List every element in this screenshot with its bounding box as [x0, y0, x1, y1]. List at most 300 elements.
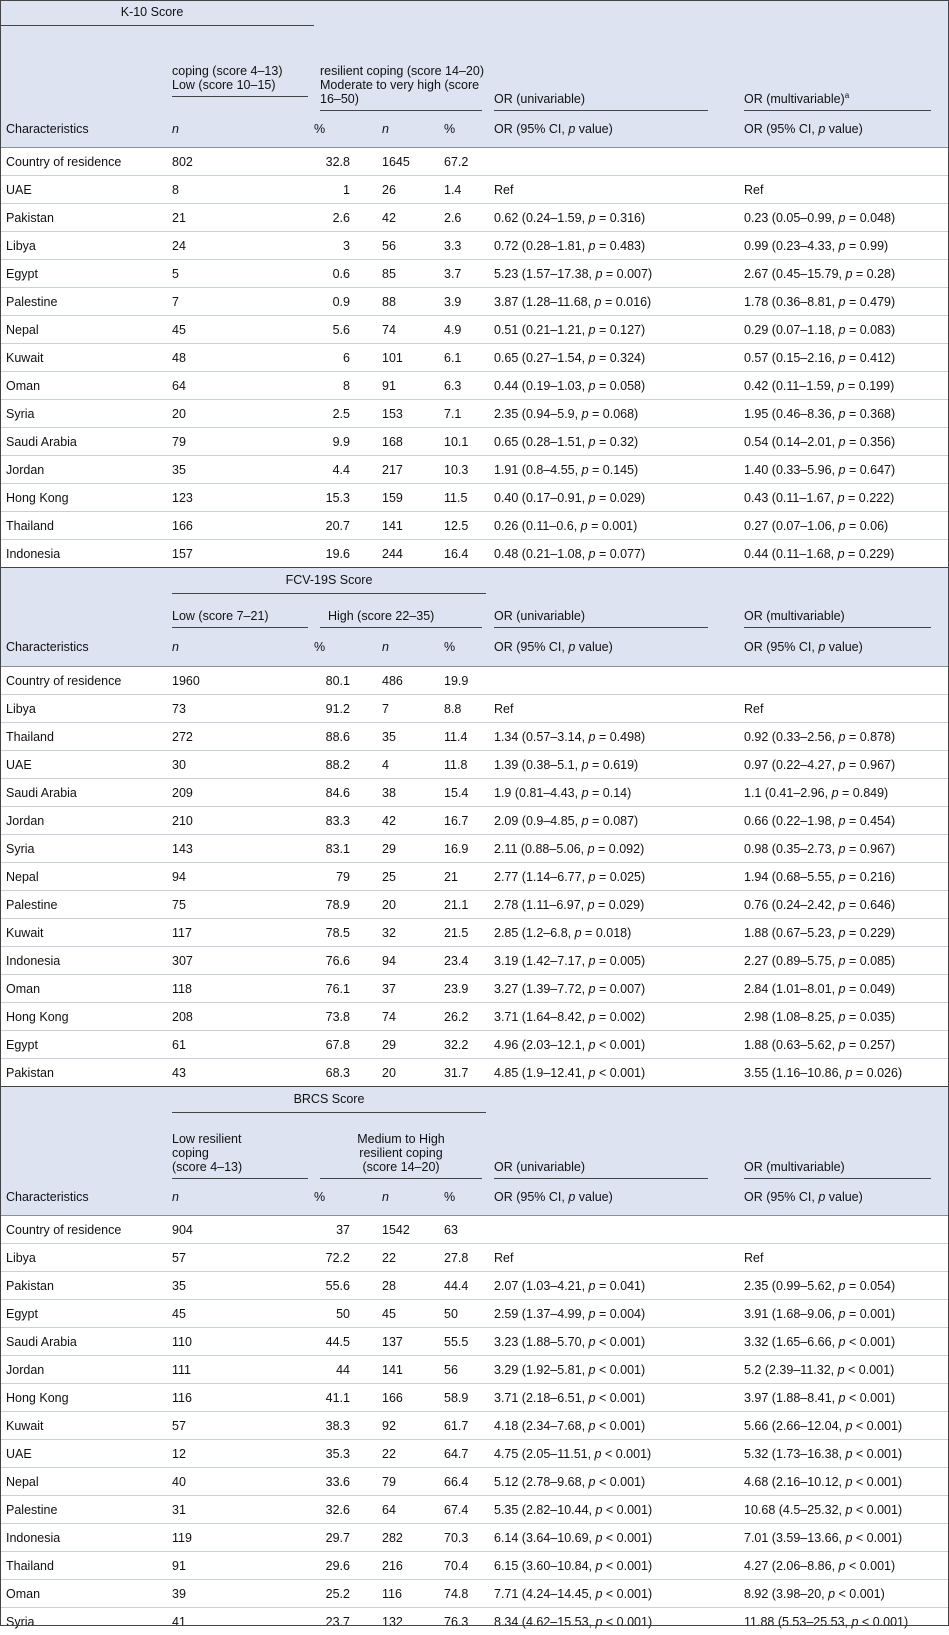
- high-pct: 21.5: [438, 919, 488, 947]
- high-pct: 70.4: [438, 1552, 488, 1580]
- low-n: 31: [166, 1496, 314, 1524]
- or-multivariable-value: Ref: [738, 1244, 949, 1272]
- low-n: 119: [166, 1524, 314, 1552]
- high-n: 74: [376, 1003, 438, 1031]
- low-n: 12: [166, 1440, 314, 1468]
- or-univariable-value: 0.72 (0.28–1.81, p = 0.483): [488, 232, 738, 260]
- high-pct: 64.7: [438, 1440, 488, 1468]
- low-pct: 88.2: [314, 751, 376, 779]
- k10-or-multivariable-header: OR (multivariable)$^a$: [744, 91, 931, 111]
- high-pct: 10.1: [438, 428, 488, 456]
- or-univariable-value: 7.71 (4.24–14.45, p < 0.001): [488, 1580, 738, 1608]
- high-n: 486: [376, 667, 438, 695]
- high-pct: 70.3: [438, 1524, 488, 1552]
- low-n: 75: [166, 891, 314, 919]
- or-univariable-value: 4.85 (1.9–12.41, p < 0.001): [488, 1059, 738, 1087]
- table-row: [0, 288, 949, 316]
- or-multivariable-value: 4.68 (2.16–10.12, p < 0.001): [738, 1468, 949, 1496]
- low-pct: 44.5: [314, 1328, 376, 1356]
- high-n: 45: [376, 1300, 438, 1328]
- high-n: 64: [376, 1496, 438, 1524]
- or-univariable-value: 0.62 (0.24–1.59, p = 0.316): [488, 204, 738, 232]
- or-multi: [738, 667, 949, 695]
- or-multivariable-value: 2.27 (0.89–5.75, p = 0.085): [738, 947, 949, 975]
- k10-low-group-header: coping (score 4–13) Low (score 10–15): [172, 64, 308, 97]
- or-univariable-value: 4.96 (2.03–12.1, p < 0.001): [488, 1031, 738, 1059]
- table-row: [0, 975, 949, 1003]
- low-n: 79: [166, 428, 314, 456]
- low-pct: 72.2: [314, 1244, 376, 1272]
- fcv-ci-label-uni: OR (95% CI, p value): [488, 628, 738, 667]
- high-pct: 21.1: [438, 891, 488, 919]
- country-name: Jordan: [0, 456, 166, 484]
- high-n: 29: [376, 835, 438, 863]
- or-univariable-value: 5.35 (2.82–10.44, p < 0.001): [488, 1496, 738, 1524]
- fcv-low-group-header: Low (score 7–21): [172, 609, 308, 628]
- high-n: 132: [376, 1608, 438, 1635]
- table-row: [0, 835, 949, 863]
- or-multivariable-value: 2.35 (0.99–5.62, p = 0.054): [738, 1272, 949, 1300]
- low-pct: 6: [314, 344, 376, 372]
- country-name: Palestine: [0, 288, 166, 316]
- high-n: 4: [376, 751, 438, 779]
- or-univariable-value: 3.71 (2.18–6.51, p < 0.001): [488, 1384, 738, 1412]
- low-n: 57: [166, 1244, 314, 1272]
- low-n: 35: [166, 456, 314, 484]
- table-row: [0, 1059, 949, 1087]
- country-name: Palestine: [0, 891, 166, 919]
- or-univariable-value: 5.23 (1.57–17.38, p = 0.007): [488, 260, 738, 288]
- or-univariable-value: 4.18 (2.34–7.68, p < 0.001): [488, 1412, 738, 1440]
- high-pct: 11.5: [438, 484, 488, 512]
- or-univariable-value: 1.39 (0.38–5.1, p = 0.619): [488, 751, 738, 779]
- or-multivariable-value: 0.57 (0.15–2.16, p = 0.412): [738, 344, 949, 372]
- high-n: 85: [376, 260, 438, 288]
- table-row: [0, 484, 949, 512]
- high-pct: 3.3: [438, 232, 488, 260]
- low-pct: 91.2: [314, 695, 376, 723]
- high-pct: 8.8: [438, 695, 488, 723]
- low-pct: 32.6: [314, 1496, 376, 1524]
- low-pct: 44: [314, 1356, 376, 1384]
- or-multivariable-value: 2.98 (1.08–8.25, p = 0.035): [738, 1003, 949, 1031]
- high-n: 217: [376, 456, 438, 484]
- high-pct: 44.4: [438, 1272, 488, 1300]
- country-name: Indonesia: [0, 947, 166, 975]
- table-row: [0, 807, 949, 835]
- low-pct: 80.1: [314, 667, 376, 695]
- or-multivariable-value: 0.44 (0.11–1.68, p = 0.229): [738, 540, 949, 568]
- country-name: Nepal: [0, 316, 166, 344]
- low-pct: 84.6: [314, 779, 376, 807]
- table-row: [0, 204, 949, 232]
- table-row: [0, 1244, 949, 1272]
- low-pct: 88.6: [314, 723, 376, 751]
- country-name: Indonesia: [0, 540, 166, 568]
- high-n: 137: [376, 1328, 438, 1356]
- low-pct: 83.3: [314, 807, 376, 835]
- high-n: 42: [376, 807, 438, 835]
- or-multivariable-value: 2.67 (0.45–15.79, p = 0.28): [738, 260, 949, 288]
- high-pct: 11.8: [438, 751, 488, 779]
- or-univariable-value: 6.15 (3.60–10.84, p < 0.001): [488, 1552, 738, 1580]
- high-n: 32: [376, 919, 438, 947]
- table-row: [0, 372, 949, 400]
- table-row: [0, 260, 949, 288]
- or-univariable-value: 0.40 (0.17–0.91, p = 0.029): [488, 484, 738, 512]
- high-n: 94: [376, 947, 438, 975]
- or-multi: [738, 148, 949, 176]
- or-univariable-value: 2.77 (1.14–6.77, p = 0.025): [488, 863, 738, 891]
- low-n: 166: [166, 512, 314, 540]
- or-univariable-value: 1.34 (0.57–3.14, p = 0.498): [488, 723, 738, 751]
- table-row: [0, 400, 949, 428]
- high-pct: 63: [438, 1216, 488, 1244]
- or-univariable-value: 2.09 (0.9–4.85, p = 0.087): [488, 807, 738, 835]
- row-label: Country of residence: [0, 1216, 166, 1244]
- high-pct: 16.4: [438, 540, 488, 568]
- low-n: 35: [166, 1272, 314, 1300]
- brcs-rows: [0, 1216, 949, 1635]
- high-pct: 11.4: [438, 723, 488, 751]
- high-pct: 6.1: [438, 344, 488, 372]
- or-multivariable-value: 5.32 (1.73–16.38, p < 0.001): [738, 1440, 949, 1468]
- low-pct: 20.7: [314, 512, 376, 540]
- low-pct: 83.1: [314, 835, 376, 863]
- country-of-residence-row: [0, 148, 949, 176]
- high-n: 1645: [376, 148, 438, 176]
- or-multivariable-value: 5.66 (2.66–12.04, p < 0.001): [738, 1412, 949, 1440]
- high-pct: 50: [438, 1300, 488, 1328]
- high-pct: 23.4: [438, 947, 488, 975]
- low-n: 143: [166, 835, 314, 863]
- brcs-characteristics-label: Characteristics: [0, 1179, 166, 1216]
- low-n: 40: [166, 1468, 314, 1496]
- low-n: 117: [166, 919, 314, 947]
- high-n: 42: [376, 204, 438, 232]
- low-n: 61: [166, 1031, 314, 1059]
- fcv-or-univariable-header: OR (univariable): [494, 609, 708, 628]
- low-n: 209: [166, 779, 314, 807]
- high-pct: 16.7: [438, 807, 488, 835]
- country-name: UAE: [0, 1440, 166, 1468]
- low-pct: 15.3: [314, 484, 376, 512]
- country-name: Oman: [0, 975, 166, 1003]
- country-name: Oman: [0, 1580, 166, 1608]
- high-n: 29: [376, 1031, 438, 1059]
- high-n: 25: [376, 863, 438, 891]
- high-pct: 10.3: [438, 456, 488, 484]
- high-pct: 31.7: [438, 1059, 488, 1087]
- table-row: [0, 1356, 949, 1384]
- country-name: Kuwait: [0, 1412, 166, 1440]
- country-name: Libya: [0, 695, 166, 723]
- low-pct: 8: [314, 372, 376, 400]
- high-pct: 67.4: [438, 1496, 488, 1524]
- low-n: 208: [166, 1003, 314, 1031]
- country-name: Jordan: [0, 807, 166, 835]
- or-univariable-value: 2.11 (0.88–5.06, p = 0.092): [488, 835, 738, 863]
- row-label: Country of residence: [0, 667, 166, 695]
- table-row: [0, 919, 949, 947]
- or-multivariable-value: 4.27 (2.06–8.86, p < 0.001): [738, 1552, 949, 1580]
- or-univariable-value: 3.19 (1.42–7.17, p = 0.005): [488, 947, 738, 975]
- high-pct: 7.1: [438, 400, 488, 428]
- table-row: [0, 540, 949, 568]
- or-univariable-value: 0.65 (0.28–1.51, p = 0.32): [488, 428, 738, 456]
- country-name: Pakistan: [0, 1272, 166, 1300]
- row-label: Country of residence: [0, 148, 166, 176]
- or-multivariable-value: 5.2 (2.39–11.32, p < 0.001): [738, 1356, 949, 1384]
- low-pct: 2.5: [314, 400, 376, 428]
- or-univariable-value: 2.85 (1.2–6.8, p = 0.018): [488, 919, 738, 947]
- table-row: [0, 1003, 949, 1031]
- high-n: 116: [376, 1580, 438, 1608]
- low-n: 24: [166, 232, 314, 260]
- high-pct: 21: [438, 863, 488, 891]
- fcv-high-group-header: High (score 22–35): [320, 609, 482, 628]
- low-pct: 79: [314, 863, 376, 891]
- high-pct: 66.4: [438, 1468, 488, 1496]
- high-pct: 15.4: [438, 779, 488, 807]
- or-univariable-value: 0.44 (0.19–1.03, p = 0.058): [488, 372, 738, 400]
- country-name: Indonesia: [0, 1524, 166, 1552]
- high-n: 244: [376, 540, 438, 568]
- or-univariable-value: 2.59 (1.37–4.99, p = 0.004): [488, 1300, 738, 1328]
- k10-ci-label-multi: OR (95% CI, p value): [738, 111, 949, 148]
- k10-rows: [0, 148, 949, 568]
- high-n: 28: [376, 1272, 438, 1300]
- or-multivariable-value: 1.40 (0.33–5.96, p = 0.647): [738, 456, 949, 484]
- low-pct: 0.9: [314, 288, 376, 316]
- high-pct: 3.7: [438, 260, 488, 288]
- table-row: [0, 1031, 949, 1059]
- country-name: Pakistan: [0, 1059, 166, 1087]
- or-univariable-value: 3.71 (1.64–8.42, p = 0.002): [488, 1003, 738, 1031]
- low-pct: 29.7: [314, 1524, 376, 1552]
- or-multivariable-value: 2.84 (1.01–8.01, p = 0.049): [738, 975, 949, 1003]
- low-n: 73: [166, 695, 314, 723]
- or-univariable-value: 2.78 (1.11–6.97, p = 0.029): [488, 891, 738, 919]
- table-row: [0, 1412, 949, 1440]
- table-row: [0, 344, 949, 372]
- low-n: 45: [166, 316, 314, 344]
- high-pct: 55.5: [438, 1328, 488, 1356]
- table-row: [0, 1272, 949, 1300]
- high-pct: 26.2: [438, 1003, 488, 1031]
- low-pct: 38.3: [314, 1412, 376, 1440]
- high-pct: 12.5: [438, 512, 488, 540]
- country-name: Saudi Arabia: [0, 779, 166, 807]
- country-of-residence-row: [0, 667, 949, 695]
- or-univariable-value: 0.48 (0.21–1.08, p = 0.077): [488, 540, 738, 568]
- country-name: Saudi Arabia: [0, 428, 166, 456]
- brcs-or-univariable-header: OR (univariable): [494, 1160, 708, 1179]
- or-uni: [488, 148, 738, 176]
- high-n: 20: [376, 1059, 438, 1087]
- high-n: 159: [376, 484, 438, 512]
- high-n: 37: [376, 975, 438, 1003]
- high-pct: 27.8: [438, 1244, 488, 1272]
- high-n: 20: [376, 891, 438, 919]
- low-pct: 19.6: [314, 540, 376, 568]
- or-univariable-value: Ref: [488, 695, 738, 723]
- high-n: 101: [376, 344, 438, 372]
- table-row: [0, 1524, 949, 1552]
- or-multivariable-value: 0.29 (0.07–1.18, p = 0.083): [738, 316, 949, 344]
- or-multivariable-value: 0.23 (0.05–0.99, p = 0.048): [738, 204, 949, 232]
- high-pct: 2.6: [438, 204, 488, 232]
- low-pct: 29.6: [314, 1552, 376, 1580]
- low-pct: 76.6: [314, 947, 376, 975]
- table-row: [0, 1496, 949, 1524]
- or-univariable-value: 2.07 (1.03–4.21, p = 0.041): [488, 1272, 738, 1300]
- section-k10: K-10 Score coping (score 4–13) Low (score 10–15) resilient coping (score 14–20) Moderate to very high (score 16–50) OR (univariable) OR (multivariable)$^a$ Characteristics n % n % OR (95% CI, p value) OR (95% CI, p value): [0, 0, 949, 148]
- brcs-low-group-header: Low resilient coping (score 4–13): [172, 1132, 308, 1179]
- or-univariable-value: 2.35 (0.94–5.9, p = 0.068): [488, 400, 738, 428]
- table-row: [0, 232, 949, 260]
- or-multi: [738, 1216, 949, 1244]
- high-n: 26: [376, 176, 438, 204]
- low-n: 7: [166, 288, 314, 316]
- country-name: Jordan: [0, 1356, 166, 1384]
- table-row: [0, 456, 949, 484]
- country-name: Thailand: [0, 512, 166, 540]
- country-name: Hong Kong: [0, 484, 166, 512]
- high-pct: 76.3: [438, 1608, 488, 1635]
- low-n: 157: [166, 540, 314, 568]
- table-row: [0, 1300, 949, 1328]
- or-multivariable-value: 1.88 (0.67–5.23, p = 0.229): [738, 919, 949, 947]
- or-multivariable-value: 1.88 (0.63–5.62, p = 0.257): [738, 1031, 949, 1059]
- country-name: UAE: [0, 176, 166, 204]
- or-multivariable-value: Ref: [738, 176, 949, 204]
- country-name: Nepal: [0, 1468, 166, 1496]
- table-row: [0, 863, 949, 891]
- fcv-ci-label-multi: OR (95% CI, p value): [738, 628, 949, 667]
- country-name: Pakistan: [0, 204, 166, 232]
- low-pct: 67.8: [314, 1031, 376, 1059]
- low-n: 39: [166, 1580, 314, 1608]
- table-row: [0, 316, 949, 344]
- or-univariable-value: Ref: [488, 1244, 738, 1272]
- country-name: Libya: [0, 1244, 166, 1272]
- country-name: Syria: [0, 835, 166, 863]
- or-multivariable-value: 0.92 (0.33–2.56, p = 0.878): [738, 723, 949, 751]
- low-pct: 4.4: [314, 456, 376, 484]
- or-univariable-value: Ref: [488, 176, 738, 204]
- or-univariable-value: 1.91 (0.8–4.55, p = 0.145): [488, 456, 738, 484]
- high-n: 91: [376, 372, 438, 400]
- or-multivariable-value: 1.95 (0.46–8.36, p = 0.368): [738, 400, 949, 428]
- high-pct: 32.2: [438, 1031, 488, 1059]
- high-n: 38: [376, 779, 438, 807]
- low-pct: 35.3: [314, 1440, 376, 1468]
- country-name: Egypt: [0, 1300, 166, 1328]
- country-name: Palestine: [0, 1496, 166, 1524]
- table-row: [0, 891, 949, 919]
- country-name: Egypt: [0, 260, 166, 288]
- low-n: 30: [166, 751, 314, 779]
- high-pct: 1.4: [438, 176, 488, 204]
- low-pct: 5.6: [314, 316, 376, 344]
- fcv-or-multivariable-header: OR (multivariable): [744, 609, 931, 628]
- country-name: Thailand: [0, 723, 166, 751]
- country-name: Egypt: [0, 1031, 166, 1059]
- low-n: 43: [166, 1059, 314, 1087]
- high-n: 74: [376, 316, 438, 344]
- low-n: 94: [166, 863, 314, 891]
- or-multivariable-value: 1.94 (0.68–5.55, p = 0.216): [738, 863, 949, 891]
- high-n: 56: [376, 232, 438, 260]
- high-n: 166: [376, 1384, 438, 1412]
- or-univariable-value: 0.51 (0.21–1.21, p = 0.127): [488, 316, 738, 344]
- low-pct: 1: [314, 176, 376, 204]
- fcv-rows: [0, 667, 949, 1087]
- low-pct: 73.8: [314, 1003, 376, 1031]
- high-n: 1542: [376, 1216, 438, 1244]
- high-n: 35: [376, 723, 438, 751]
- high-n: 168: [376, 428, 438, 456]
- high-n: 22: [376, 1440, 438, 1468]
- low-n: 272: [166, 723, 314, 751]
- country-name: UAE: [0, 751, 166, 779]
- or-univariable-value: 0.65 (0.27–1.54, p = 0.324): [488, 344, 738, 372]
- low-pct: 78.9: [314, 891, 376, 919]
- k10-or-univariable-header: OR (univariable): [494, 92, 708, 111]
- k10-section-title: K-10 Score: [0, 5, 314, 26]
- country-name: Nepal: [0, 863, 166, 891]
- table-row: [0, 1608, 949, 1635]
- k10-high-group-header: resilient coping (score 14–20) Moderate to very high (score 16–50): [320, 64, 482, 111]
- low-n: 1960: [166, 667, 314, 695]
- high-n: 141: [376, 1356, 438, 1384]
- low-n: 110: [166, 1328, 314, 1356]
- low-pct: 25.2: [314, 1580, 376, 1608]
- high-n: 88: [376, 288, 438, 316]
- table-row: [0, 1552, 949, 1580]
- low-n: 210: [166, 807, 314, 835]
- or-univariable-value: 8.34 (4.62–15.53, p < 0.001): [488, 1608, 738, 1635]
- brcs-ci-label-uni: OR (95% CI, p value): [488, 1179, 738, 1216]
- or-univariable-value: 3.87 (1.28–11.68, p = 0.016): [488, 288, 738, 316]
- or-multivariable-value: 7.01 (3.59–13.66, p < 0.001): [738, 1524, 949, 1552]
- or-univariable-value: 3.23 (1.88–5.70, p < 0.001): [488, 1328, 738, 1356]
- table-row: [0, 1328, 949, 1356]
- low-n: 45: [166, 1300, 314, 1328]
- or-multivariable-value: 0.43 (0.11–1.67, p = 0.222): [738, 484, 949, 512]
- or-univariable-value: 3.29 (1.92–5.81, p < 0.001): [488, 1356, 738, 1384]
- low-pct: 37: [314, 1216, 376, 1244]
- low-n: 64: [166, 372, 314, 400]
- low-n: 5: [166, 260, 314, 288]
- brcs-section-title: BRCS Score: [172, 1092, 486, 1113]
- country-name: Kuwait: [0, 344, 166, 372]
- table-row: [0, 695, 949, 723]
- country-of-residence-row: [0, 1216, 949, 1244]
- high-n: 79: [376, 1468, 438, 1496]
- country-name: Syria: [0, 400, 166, 428]
- or-multivariable-value: 0.99 (0.23–4.33, p = 0.99): [738, 232, 949, 260]
- or-multivariable-value: 1.78 (0.36–8.81, p = 0.479): [738, 288, 949, 316]
- low-pct: 78.5: [314, 919, 376, 947]
- country-name: Libya: [0, 232, 166, 260]
- high-n: 216: [376, 1552, 438, 1580]
- country-name: Syria: [0, 1608, 166, 1635]
- high-pct: 23.9: [438, 975, 488, 1003]
- section-brcs: BRCS Score Low resilient coping (score 4–13) Medium to High resilient coping (score 14–20) OR (univariable) OR (multivariable) Characteristics n % n % OR (95% CI, p value) OR (95% CI, p value): [0, 1087, 949, 1216]
- or-multivariable-value: 0.42 (0.11–1.59, p = 0.199): [738, 372, 949, 400]
